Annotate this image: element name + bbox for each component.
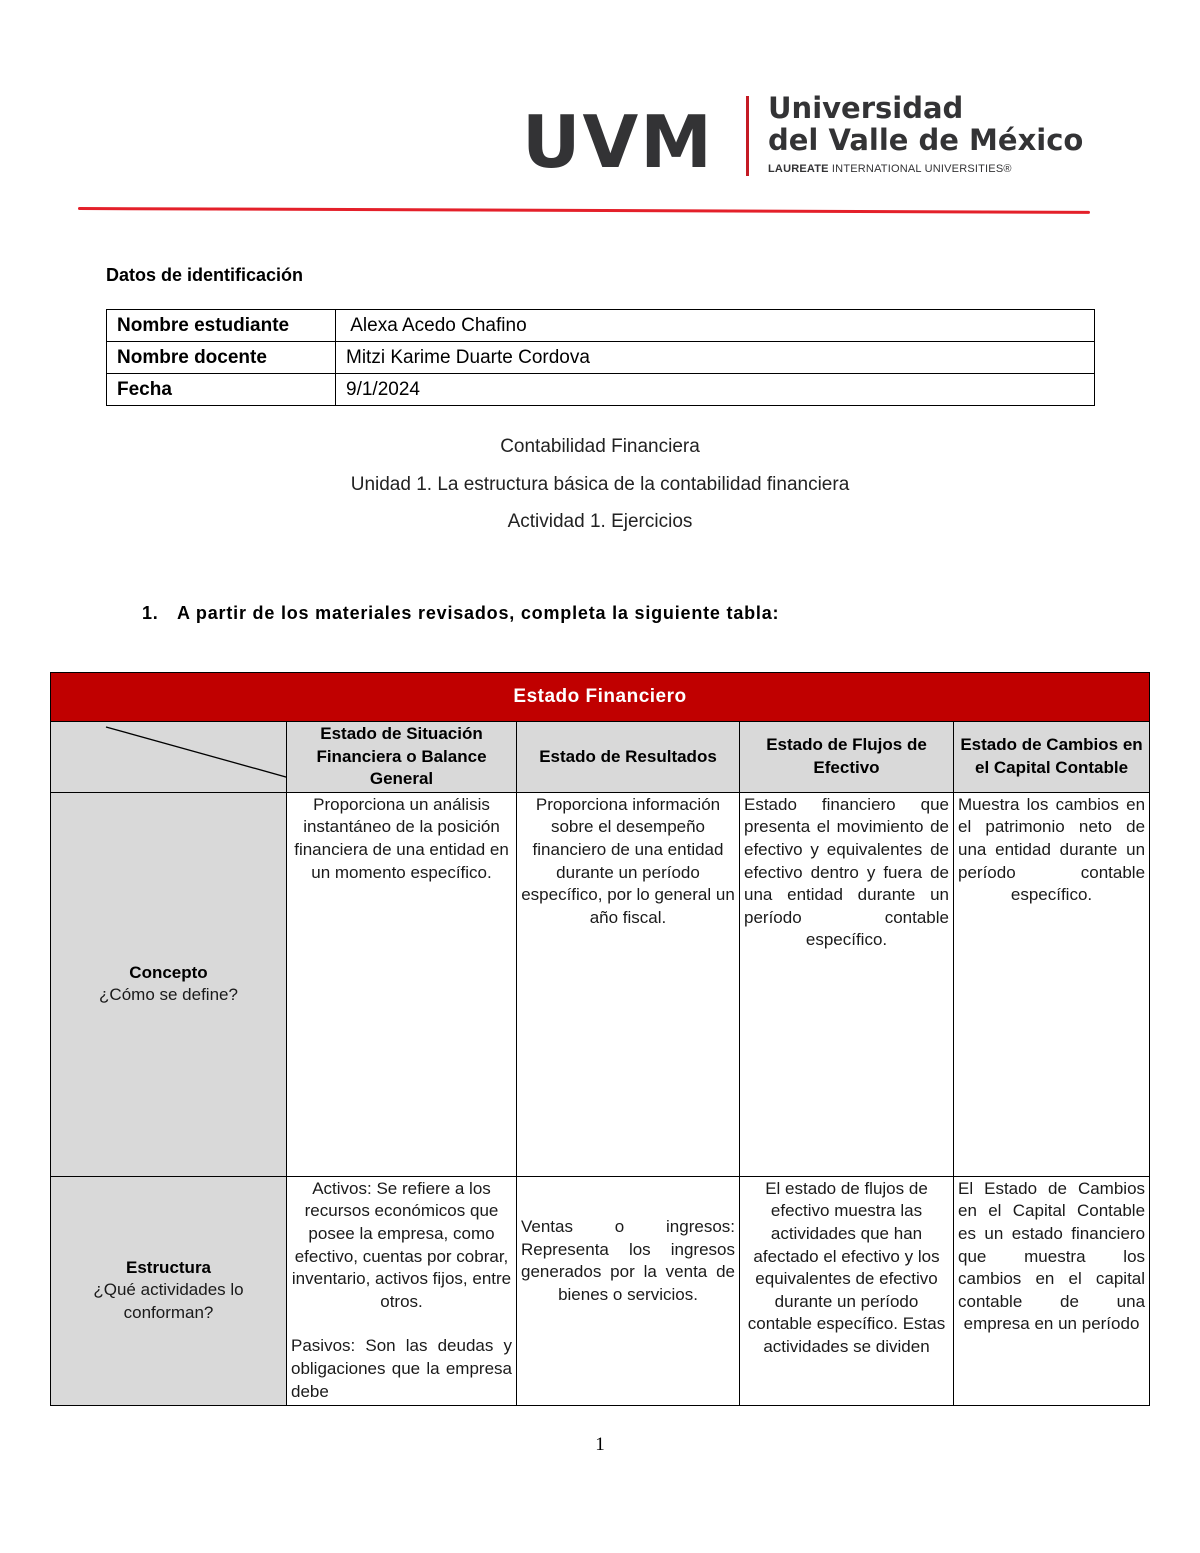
identification-table (106, 309, 1095, 406)
table-row (107, 342, 1095, 374)
structure-results-cell: Ventas o ingresos: Representa los ingresos generados por la venta de bienes o servicios. (517, 1176, 740, 1405)
logo-mark: UVM (522, 100, 714, 184)
concept-cash-flow-cell: Estado financiero que presenta el movimiento de efectivo y equivalentes de efectivo dentro y fuera de una entidad durante un período contable específico. (740, 792, 954, 1176)
row-label-subtitle: ¿Qué actividades lo conforman? (93, 1280, 244, 1323)
row-label-title: Concepto (129, 962, 208, 982)
financial-statements-table (50, 672, 1150, 1406)
liabilities-text: Pasivos: Son las deudas y obligaciones que la empresa debe (291, 1336, 512, 1401)
logo-name-line2: del Valle de México (768, 123, 1084, 157)
logo-name-line1: Universidad (768, 91, 964, 125)
logo-divider (746, 96, 749, 176)
concept-balance-cell: Proporciona un análisis instantáneo de la posición financiera de una entidad en un momento específico. (287, 792, 517, 1176)
column-header-results: Estado de Resultados (517, 722, 740, 793)
student-name-label: Nombre estudiante (107, 310, 336, 342)
row-label-title: Estructura (125, 1257, 212, 1277)
logo-tagline (768, 163, 1012, 175)
student-name-value: Alexa Acedo Chafino (336, 310, 1095, 342)
identification-title: Datos de identificación (106, 265, 304, 285)
row-label-concept (51, 792, 287, 1176)
date-value: 9/1/2024 (336, 374, 1095, 406)
teacher-name-label: Nombre docente (107, 342, 336, 374)
diagonal-corner-cell (51, 722, 287, 793)
row-label-subtitle: ¿Cómo se define? (99, 985, 238, 1005)
teacher-name-value: Mitzi Karime Duarte Cordova (336, 342, 1095, 374)
uvm-logo (522, 91, 1084, 184)
structure-equity-cell: El Estado de Cambios en el Capital Contable es un estado financiero que muestra los cambios en el capital contable de una empresa en un período (954, 1176, 1150, 1405)
table-row (107, 374, 1095, 406)
concept-equity-cell: Muestra los cambios en el patrimonio neto de una entidad durante un período contable específico. (954, 792, 1150, 1176)
concept-results-cell: Proporciona información sobre el desempeño financiero de una entidad durante un período específico, por lo general un año fiscal. (517, 792, 740, 1176)
question-text: A partir de los materiales revisados, completa la siguiente tabla: (177, 603, 780, 623)
table-row (107, 310, 1095, 342)
column-header-equity: Estado de Cambios en el Capital Contable (954, 722, 1150, 793)
structure-cash-flow-cell: El estado de flujos de efectivo muestra las actividades que han afectado el efectivo y los equivalentes de efectivo durante un período contable específico. Estas actividades se dividen (740, 1176, 954, 1405)
course-subject: Contabilidad Financiera (500, 436, 700, 457)
date-label: Fecha (107, 374, 336, 406)
table-banner: Estado Financiero (51, 673, 1150, 722)
row-label-structure (51, 1176, 287, 1405)
spacer (291, 1313, 512, 1335)
column-header-cash-flow: Estado de Flujos de Efectivo (740, 722, 954, 793)
course-unit: Unidad 1. La estructura básica de la contabilidad financiera (350, 474, 850, 495)
logo-tagline-rest: INTERNATIONAL UNIVERSITIES® (828, 163, 1012, 175)
assets-text: Activos: Se refiere a los recursos económicos que posee la empresa, como efectivo, cuentas por cobrar, inventario, activos fijos, entre otros. (291, 1178, 512, 1311)
column-header-balance: Estado de Situación Financiera o Balance General (287, 722, 517, 793)
table-row (51, 792, 1150, 1176)
question-heading (142, 603, 779, 624)
logo-university-name (768, 92, 1083, 156)
table-row (51, 1176, 1150, 1405)
header-red-rule (78, 207, 1090, 214)
diagonal-line (51, 722, 287, 788)
question-number: 1. (142, 603, 159, 623)
structure-balance-cell (287, 1176, 517, 1405)
page-number: 1 (595, 1434, 605, 1455)
course-activity: Actividad 1. Ejercicios (507, 511, 693, 532)
logo-tagline-bold: LAUREATE (768, 163, 829, 175)
